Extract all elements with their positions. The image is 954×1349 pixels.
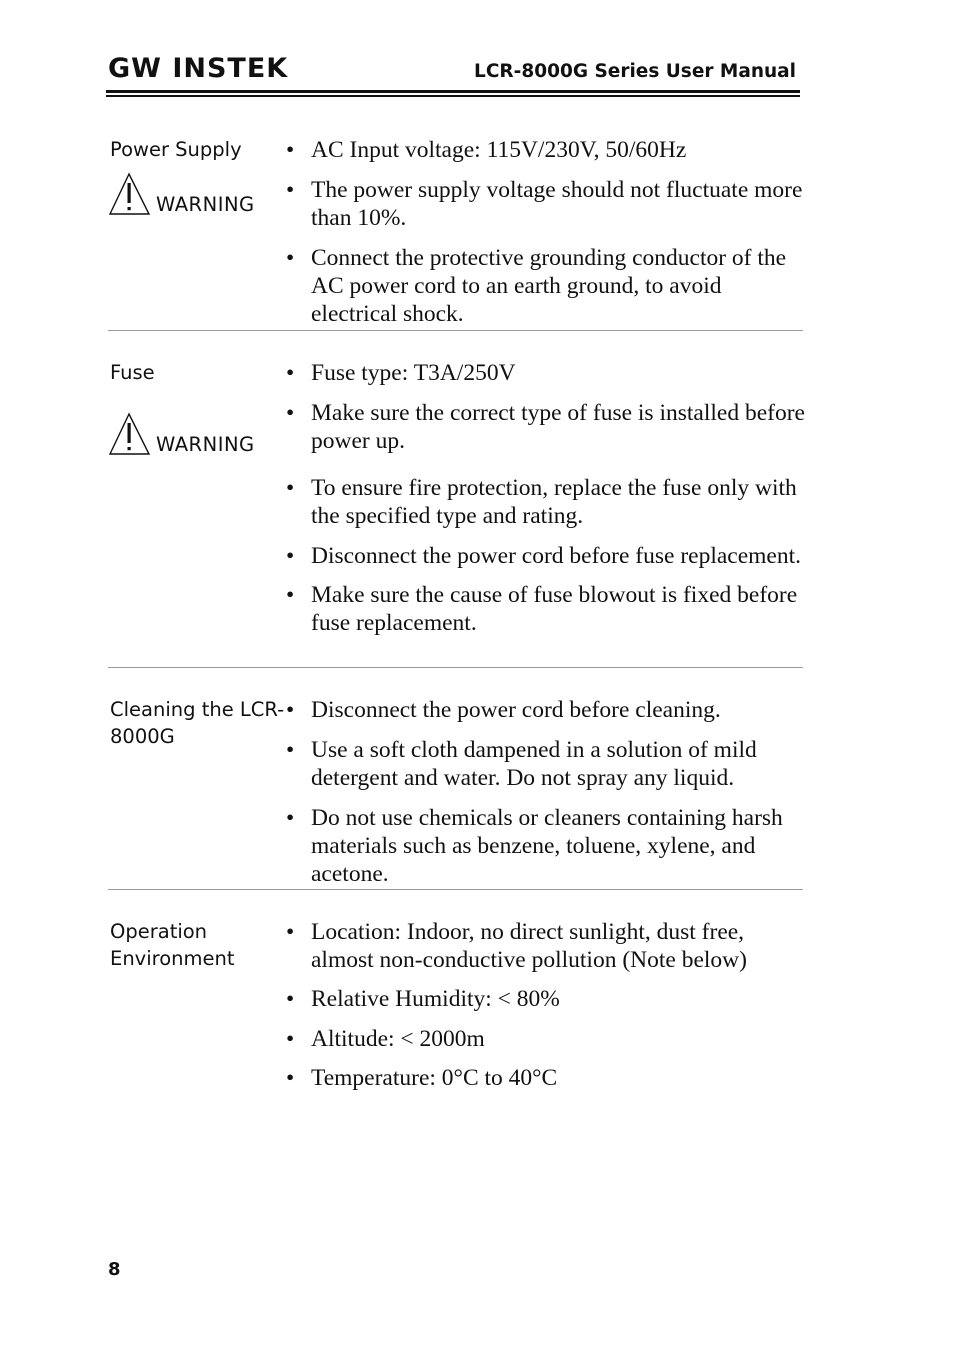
warning-block: [108, 172, 255, 216]
section-label: Fuse: [110, 361, 155, 384]
list-item: • Make sure the correct type of fuse is installed before power up.: [286, 400, 805, 454]
header-rule-thick: [106, 90, 800, 93]
section-label: Operation Environment: [110, 920, 235, 970]
section-operation-environment: [108, 918, 803, 1098]
header-rule-thin: [106, 95, 800, 97]
section-divider: [108, 667, 803, 668]
section-power-supply: [108, 136, 803, 328]
list-item: • The power supply voltage should not fluctuate more than 10%.: [286, 177, 803, 231]
brand-logo: GW INSTEK: [108, 53, 289, 84]
list-item: • Make sure the cause of fuse blowout is fixed before fuse replacement.: [286, 582, 798, 636]
list-item: • Altitude: < 2000m: [286, 1026, 485, 1052]
page-number: 8: [108, 1259, 121, 1280]
warning-block: [108, 412, 255, 456]
list-item: • AC Input voltage: 115V/230V, 50/60Hz: [286, 137, 687, 163]
warning-triangle-icon: [108, 412, 152, 456]
list-item: • Do not use chemicals or cleaners containing harsh materials such as benzene, toluene, xylene, and acetone.: [286, 805, 783, 887]
list-item: • To ensure fire protection, replace the fuse only with the specified type and rating.: [286, 475, 797, 529]
list-item: • Connect the protective grounding conductor of the AC power cord to an earth ground, to avoid electrical shock.: [286, 245, 787, 327]
bullet-list: [286, 918, 806, 1092]
list-item: • Fuse type: T3A/250V: [286, 360, 516, 386]
section-label: Cleaning the LCR-8000G: [110, 698, 285, 748]
list-item: • Location: Indoor, no direct sunlight, dust free, almost non-conductive pollution (Note below): [286, 919, 747, 973]
warning-triangle-icon: [108, 172, 152, 216]
section-cleaning: [108, 696, 803, 886]
bullet-list: [286, 359, 806, 637]
warning-label: WARNING: [156, 433, 255, 456]
section-label: Power Supply: [110, 138, 242, 161]
list-item: • Disconnect the power cord before cleaning.: [286, 697, 721, 723]
manual-title: LCR-8000G Series User Manual: [474, 61, 796, 82]
list-item: • Temperature: 0°C to 40°C: [286, 1065, 558, 1091]
section-divider: [108, 889, 803, 890]
list-item: • Disconnect the power cord before fuse replacement.: [286, 543, 802, 569]
bullet-list: [286, 696, 806, 888]
bullet-list: [286, 136, 806, 328]
section-divider: [108, 330, 803, 331]
list-item: • Relative Humidity: < 80%: [286, 986, 560, 1012]
warning-label: WARNING: [156, 193, 255, 216]
section-fuse: [108, 359, 803, 664]
list-item: • Use a soft cloth dampened in a solution of mild detergent and water. Do not spray any liquid.: [286, 737, 757, 791]
